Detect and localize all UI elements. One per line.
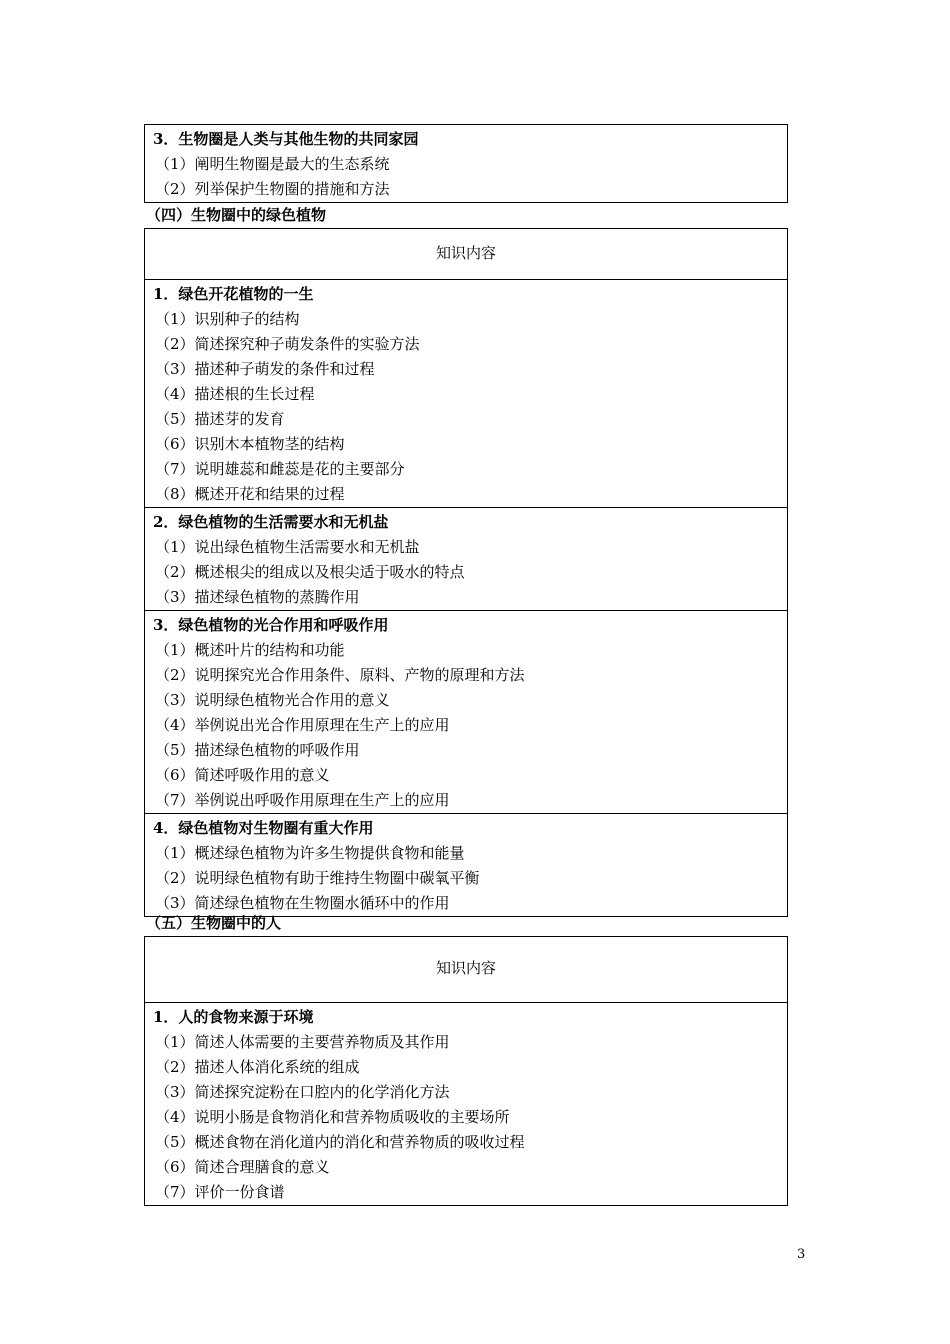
list-item: （4）说明小肠是食物消化和营养物质吸收的主要场所 <box>155 1108 510 1126</box>
section-title-5: （五）生物圈中的人 <box>146 914 282 932</box>
list-item: （2）描述人体消化系统的组成 <box>155 1058 360 1076</box>
list-item: （2）列举保护生物圈的措施和方法 <box>155 180 390 198</box>
list-item: （7）举例说出呼吸作用原理在生产上的应用 <box>155 791 450 809</box>
list-item: （6）简述合理膳食的意义 <box>155 1158 330 1176</box>
list-item: （2）说明探究光合作用条件、原料、产物的原理和方法 <box>155 666 525 684</box>
list-item: （1）简述人体需要的主要营养物质及其作用 <box>155 1033 450 1051</box>
table-top-group <box>145 125 787 202</box>
page-number: 3 <box>797 1247 806 1262</box>
list-item: （3）描述绿色植物的蒸腾作用 <box>155 588 360 606</box>
group-2 <box>145 508 787 611</box>
list-item: （5）描述芽的发育 <box>155 410 285 428</box>
list-item: （2）说明绿色植物有助于维持生物圈中碳氧平衡 <box>155 869 480 887</box>
list-item: （1）识别种子的结构 <box>155 310 300 328</box>
list-item: （3）简述绿色植物在生物圈水循环中的作用 <box>155 894 450 912</box>
group-heading: 2．绿色植物的生活需要水和无机盐 <box>153 513 389 531</box>
table-top <box>144 124 788 203</box>
table-header: 知识内容 <box>145 937 787 1003</box>
group-heading: 1．人的食物来源于环境 <box>153 1008 314 1026</box>
group-heading: 3．绿色植物的光合作用和呼吸作用 <box>153 616 389 634</box>
list-item: （1）概述叶片的结构和功能 <box>155 641 345 659</box>
list-item: （7）评价一份食谱 <box>155 1183 285 1201</box>
table-section-4 <box>144 228 788 917</box>
list-item: （2）概述根尖的组成以及根尖适于吸水的特点 <box>155 563 465 581</box>
list-item: （2）简述探究种子萌发条件的实验方法 <box>155 335 420 353</box>
group-1 <box>145 280 787 508</box>
list-item: （4）举例说出光合作用原理在生产上的应用 <box>155 716 450 734</box>
list-item: （1）说出绿色植物生活需要水和无机盐 <box>155 538 420 556</box>
list-item: （6）识别木本植物茎的结构 <box>155 435 345 453</box>
list-item: （6）简述呼吸作用的意义 <box>155 766 330 784</box>
list-item: （7）说明雄蕊和雌蕊是花的主要部分 <box>155 460 405 478</box>
list-item: （3）说明绿色植物光合作用的意义 <box>155 691 390 709</box>
list-item: （8）概述开花和结果的过程 <box>155 485 345 503</box>
group-1 <box>145 1003 787 1205</box>
list-item: （5）描述绿色植物的呼吸作用 <box>155 741 360 759</box>
list-item: （3）简述探究淀粉在口腔内的化学消化方法 <box>155 1083 450 1101</box>
list-item: （5）概述食物在消化道内的消化和营养物质的吸收过程 <box>155 1133 525 1151</box>
table-section-5 <box>144 936 788 1206</box>
list-item: （3）描述种子萌发的条件和过程 <box>155 360 375 378</box>
list-item: （1）阐明生物圈是最大的生态系统 <box>155 155 390 173</box>
group-heading: 4．绿色植物对生物圈有重大作用 <box>153 819 374 837</box>
group-heading: 1．绿色开花植物的一生 <box>153 285 314 303</box>
group-4 <box>145 814 787 916</box>
table-header: 知识内容 <box>145 229 787 280</box>
group-3 <box>145 611 787 814</box>
group-heading: 3．生物圈是人类与其他生物的共同家园 <box>153 130 419 148</box>
section-title-4: （四）生物圈中的绿色植物 <box>146 206 327 224</box>
list-item: （4）描述根的生长过程 <box>155 385 315 403</box>
list-item: （1）概述绿色植物为许多生物提供食物和能量 <box>155 844 465 862</box>
